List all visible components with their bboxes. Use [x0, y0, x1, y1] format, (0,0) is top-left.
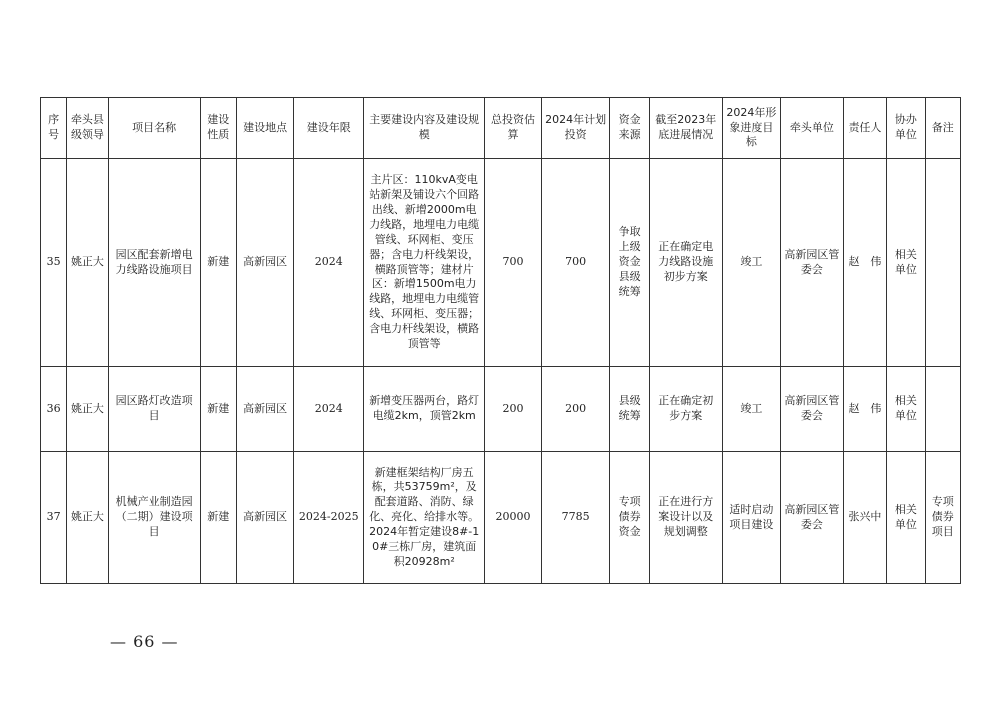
- cell-target: 竣工: [722, 159, 781, 367]
- header-coop-unit: 协办单位: [887, 98, 925, 159]
- cell-no: 36: [41, 367, 67, 452]
- header-total-investment: 总投资估算: [485, 98, 542, 159]
- cell-note: [925, 159, 960, 367]
- cell-funding: 专项债券资金: [610, 452, 649, 584]
- cell-person: 张兴中: [843, 452, 886, 584]
- cell-location: 高新园区: [236, 159, 294, 367]
- header-leader: 牵头县级领导: [67, 98, 108, 159]
- cell-nature: 新建: [200, 159, 236, 367]
- header-funding: 资金来源: [610, 98, 649, 159]
- cell-years: 2024: [294, 367, 364, 452]
- cell-total-investment: 20000: [485, 452, 542, 584]
- cell-nature: 新建: [200, 367, 236, 452]
- cell-note: 专项债券项目: [925, 452, 960, 584]
- cell-project-name: 园区配套新增电力线路设施项目: [108, 159, 200, 367]
- cell-no: 37: [41, 452, 67, 584]
- table-row: [41, 367, 961, 452]
- table-header-row: [41, 98, 961, 159]
- header-person: 责任人: [843, 98, 886, 159]
- cell-total-investment: 200: [485, 367, 542, 452]
- cell-nature: 新建: [200, 452, 236, 584]
- header-content: 主要建设内容及建设规模: [364, 98, 485, 159]
- project-table: [40, 97, 961, 584]
- cell-coop-unit: 相关单位: [887, 367, 925, 452]
- cell-progress: 正在确定初步方案: [649, 367, 722, 452]
- cell-project-name: 园区路灯改造项目: [108, 367, 200, 452]
- header-project-name: 项目名称: [108, 98, 200, 159]
- table-row: [41, 159, 961, 367]
- cell-plan-2024: 7785: [541, 452, 610, 584]
- header-location: 建设地点: [236, 98, 294, 159]
- cell-location: 高新园区: [236, 452, 294, 584]
- header-no: 序号: [41, 98, 67, 159]
- cell-leader: 姚正大: [67, 159, 108, 367]
- cell-lead-unit: 高新园区管委会: [781, 452, 844, 584]
- table-row: [41, 452, 961, 584]
- page-number: — 66 —: [110, 632, 179, 651]
- cell-funding: 县级统筹: [610, 367, 649, 452]
- cell-content: 主片区：110kvA变电站新架及铺设六个回路出线、新增2000m电力线路，地埋电力电缆管线、环网柜、变压器；含电力杆线架设，横路顶管等；建材片区：新增1500m电力线路，地埋电力电缆管线、环网柜、变压器；含电力杆线架设，横路顶管等: [364, 159, 485, 367]
- cell-leader: 姚正大: [67, 452, 108, 584]
- cell-target: 适时启动项目建设: [722, 452, 781, 584]
- cell-note: [925, 367, 960, 452]
- cell-target: 竣工: [722, 367, 781, 452]
- cell-total-investment: 700: [485, 159, 542, 367]
- cell-leader: 姚正大: [67, 367, 108, 452]
- cell-progress: 正在进行方案设计以及规划调整: [649, 452, 722, 584]
- cell-content: 新增变压器两台，路灯电缆2km，顶管2km: [364, 367, 485, 452]
- cell-funding: 争取上级资金县级统筹: [610, 159, 649, 367]
- cell-years: 2024: [294, 159, 364, 367]
- cell-years: 2024-2025: [294, 452, 364, 584]
- header-plan-2024: 2024年计划投资: [541, 98, 610, 159]
- header-lead-unit: 牵头单位: [781, 98, 844, 159]
- cell-person: 赵 伟: [843, 159, 886, 367]
- cell-lead-unit: 高新园区管委会: [781, 159, 844, 367]
- header-note: 备注: [925, 98, 960, 159]
- cell-no: 35: [41, 159, 67, 367]
- cell-person: 赵 伟: [843, 367, 886, 452]
- header-target: 2024年形象进度目标: [722, 98, 781, 159]
- cell-project-name: 机械产业制造园（二期）建设项目: [108, 452, 200, 584]
- cell-content: 新建框架结构厂房五栋，共53759m²，及配套道路、消防、绿化、亮化、给排水等。2024年暂定建设8#-10#三栋厂房，建筑面积20928m²: [364, 452, 485, 584]
- cell-coop-unit: 相关单位: [887, 159, 925, 367]
- header-years: 建设年限: [294, 98, 364, 159]
- cell-progress: 正在确定电力线路设施初步方案: [649, 159, 722, 367]
- cell-plan-2024: 200: [541, 367, 610, 452]
- header-progress: 截至2023年底进展情况: [649, 98, 722, 159]
- header-nature: 建设性质: [200, 98, 236, 159]
- cell-coop-unit: 相关单位: [887, 452, 925, 584]
- cell-lead-unit: 高新园区管委会: [781, 367, 844, 452]
- cell-location: 高新园区: [236, 367, 294, 452]
- cell-plan-2024: 700: [541, 159, 610, 367]
